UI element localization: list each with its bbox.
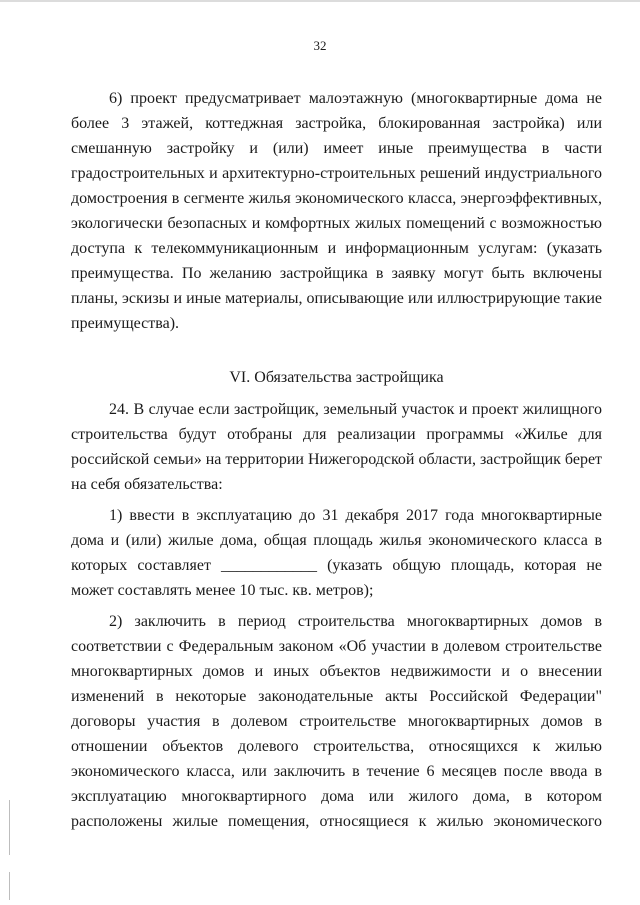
text-line: договоры участия в долевом строительстве многоквартирных домов в bbox=[71, 713, 602, 730]
text-line: 2) заключить в период строительства многоквартирных домов в bbox=[109, 613, 602, 630]
text-line: доступа к телекоммуникационным и информационным услугам: (указать bbox=[71, 240, 602, 257]
page-number: 32 bbox=[313, 38, 327, 53]
text-line: эксплуатацию многоквартирного дома или жилого дома, в котором bbox=[71, 788, 602, 805]
top-border bbox=[0, 0, 640, 2]
margin-scan-mark bbox=[9, 800, 10, 855]
text-line: экологически безопасных и комфортных жилых помещений с возможностью bbox=[71, 215, 602, 232]
text-line: преимущества). bbox=[71, 315, 180, 332]
text-line: преимущества. По желанию застройщика в заявку могут быть включены bbox=[71, 265, 602, 282]
text-line: российской семьи» на территории Нижегородской области, застройщик берет bbox=[71, 451, 603, 468]
text-line: 1) ввести в эксплуатацию до 31 декабря 2017 года многоквартирные bbox=[109, 507, 602, 524]
text-line: смешанную застройку и (или) имеет иные преимущества в части bbox=[71, 140, 602, 157]
text-line: более 3 этажей, коттеджная застройка, блокированная застройка) или bbox=[71, 115, 602, 132]
text-line: градостроительных и архитектурно-строительных решений индустриального bbox=[71, 165, 602, 182]
margin-scan-mark bbox=[9, 872, 10, 900]
text-line: соответствии с Федеральным законом «Об участии в долевом строительстве bbox=[71, 638, 602, 655]
text-line: расположены жилые помещения, относящиеся к жилью экономического bbox=[71, 813, 602, 830]
text-line: которых составляет ____________ (указать общую площадь, которая не bbox=[71, 557, 602, 574]
text-line: 24. В случае если застройщик, земельный участок и проект жилищного bbox=[109, 401, 602, 418]
text-line: домостроения в сегменте жилья экономического класса, энергоэффективных, bbox=[71, 190, 602, 207]
text-line: многоквартирных домов и иных объектов недвижимости и о внесении bbox=[71, 663, 602, 680]
text-line: строительства будут отобраны для реализации программы «Жилье для bbox=[71, 426, 602, 443]
text-line: планы, эскизы и иные материалы, описывающие или иллюстрирующие такие bbox=[71, 290, 602, 307]
section-heading: VI. Обязательства застройщика bbox=[229, 369, 444, 386]
text-line: на себя обязательства: bbox=[71, 476, 223, 493]
text-line: может составлять менее 10 тыс. кв. метров); bbox=[71, 582, 374, 599]
text-line: экономического класса, или заключить в течение 6 месяцев после ввода в bbox=[71, 763, 602, 780]
text-line: изменений в некоторые законодательные акты Российской Федерации" bbox=[71, 688, 602, 705]
text-line: отношении объектов долевого строительства, относящихся к жилью bbox=[71, 738, 602, 755]
text-line: 6) проект предусматривает малоэтажную (многоквартирные дома не bbox=[109, 90, 602, 107]
text-line: дома и (или) жилые дома, общая площадь жилья экономического класса в bbox=[71, 532, 602, 549]
